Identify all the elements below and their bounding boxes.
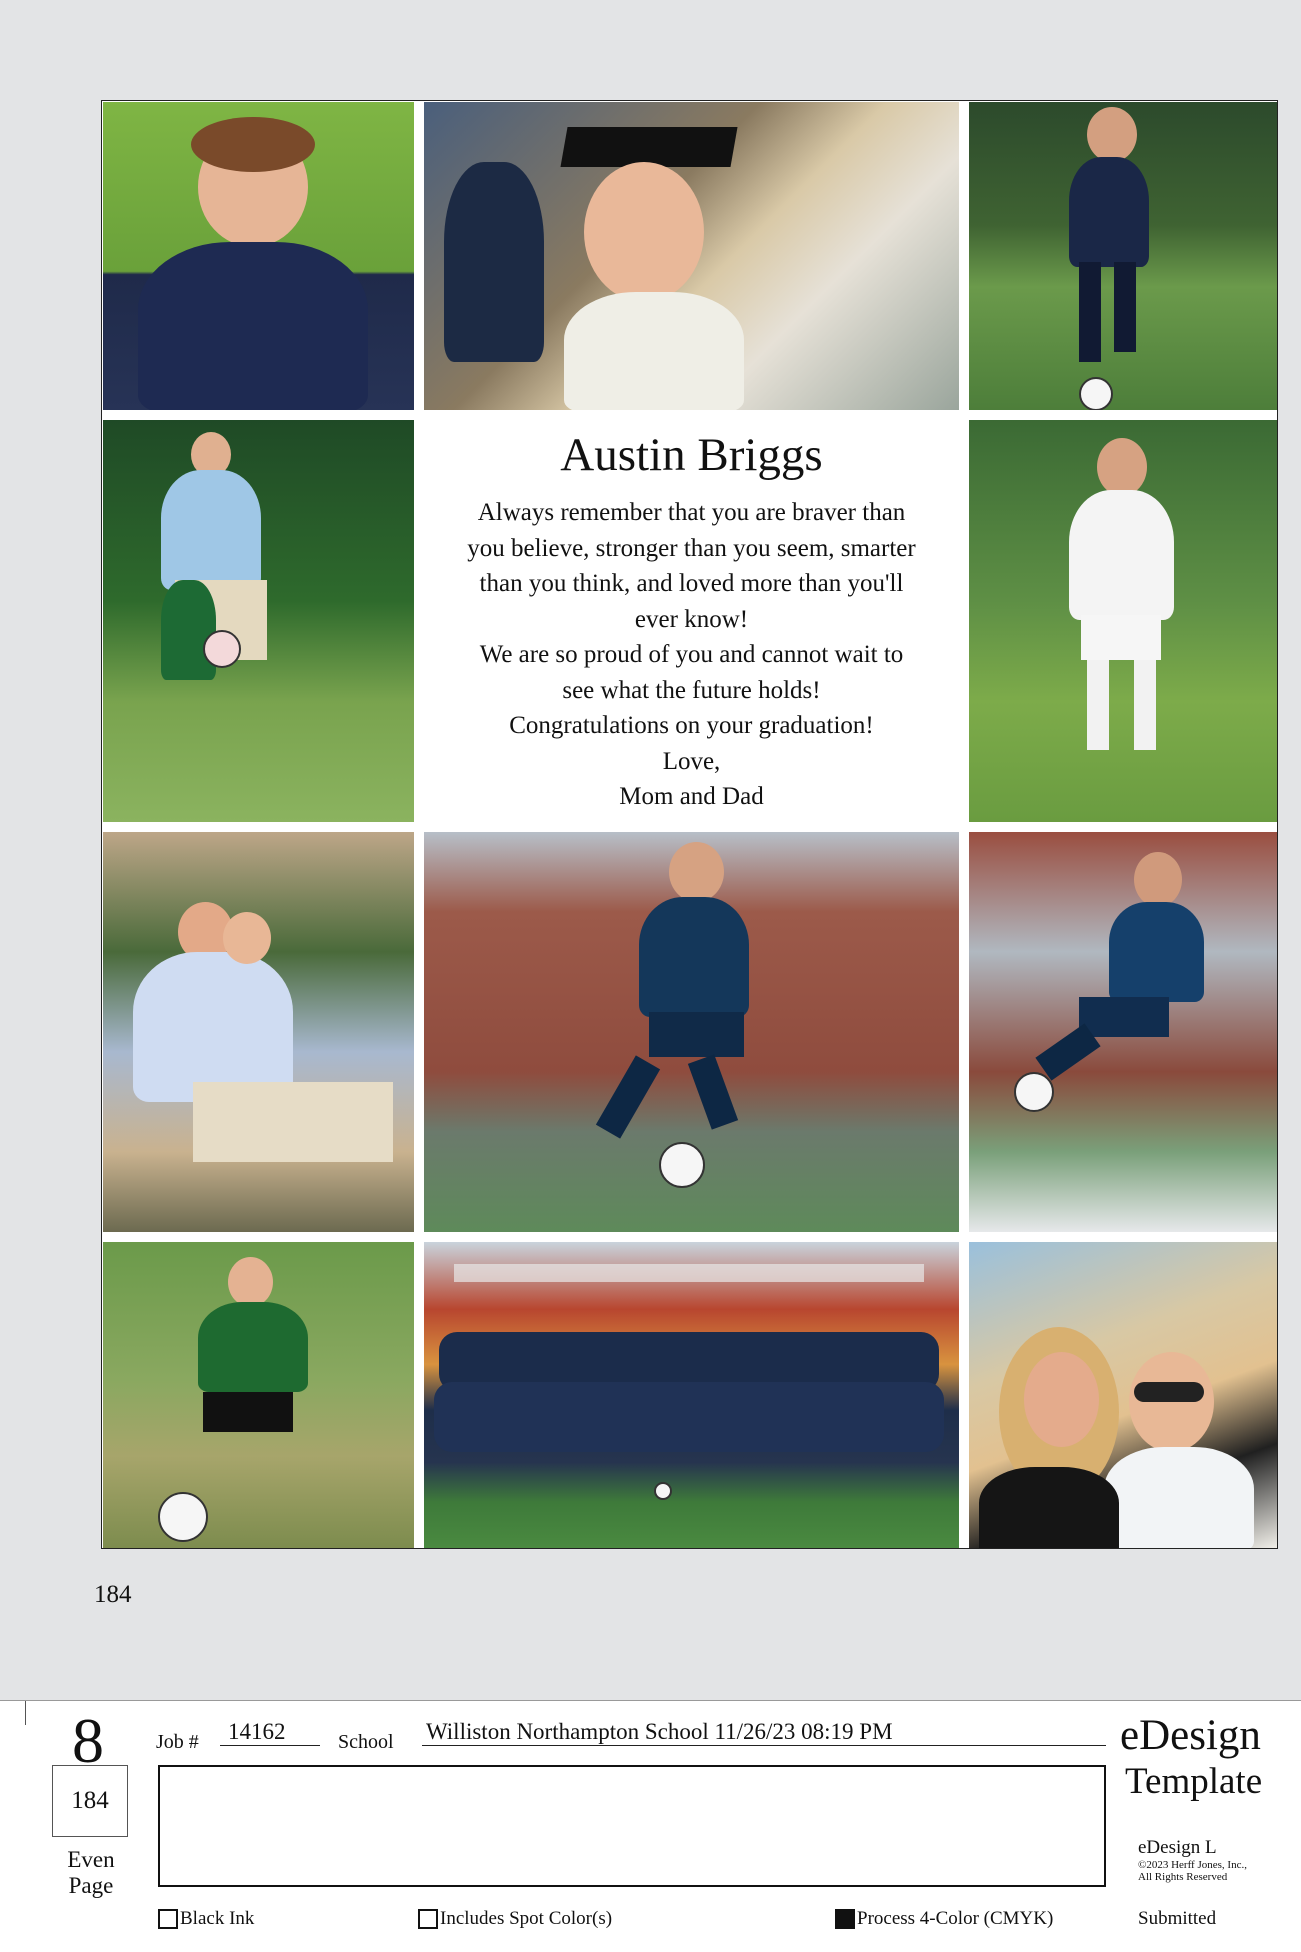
checkbox-checked-icon[interactable] bbox=[835, 1909, 855, 1929]
photo-teen-soccer-player-running bbox=[969, 102, 1277, 410]
photo-collage bbox=[101, 100, 1278, 1549]
photo-teen-dribbling-ball bbox=[424, 832, 959, 1232]
submitted-label: Submitted bbox=[1138, 1908, 1217, 1929]
message-line: you believe, stronger than you seem, smarter bbox=[467, 534, 916, 562]
message-line: ever know! bbox=[634, 605, 749, 633]
message-line: Love, bbox=[662, 747, 721, 775]
message-line: Always remember that you are braver than bbox=[477, 499, 906, 526]
checkbox-icon[interactable] bbox=[158, 1909, 178, 1929]
checkbox-black-ink[interactable] bbox=[158, 1908, 254, 1930]
brand-edesign: eDesign bbox=[1120, 1712, 1261, 1759]
school-name: Williston Northampton School 11/26/23 08:19 PM bbox=[422, 1719, 1106, 1746]
page-number: 184 bbox=[94, 1581, 132, 1608]
photo-boy-with-father bbox=[103, 832, 414, 1232]
checkbox-label: Process 4-Color (CMYK) bbox=[857, 1908, 1054, 1929]
message-line: see what the future holds! bbox=[562, 676, 821, 704]
tribute-message bbox=[424, 420, 959, 822]
checkbox-label: Includes Spot Color(s) bbox=[440, 1908, 613, 1929]
student-name: Austin Briggs bbox=[560, 429, 823, 481]
page-side-label: Even Page bbox=[67, 1847, 115, 1898]
checkbox-icon[interactable] bbox=[418, 1909, 438, 1929]
job-label: Job # bbox=[156, 1731, 199, 1753]
message-signature: Mom and Dad bbox=[619, 783, 764, 810]
photo-young-boy-soccer-jersey bbox=[103, 102, 414, 410]
page-number-box: 184 bbox=[52, 1765, 128, 1837]
print-job-footer bbox=[0, 1700, 1301, 1952]
school-label: School bbox=[338, 1731, 394, 1753]
photo-teen-standing-white-uniform bbox=[969, 420, 1277, 822]
signature-number: 8 bbox=[72, 1705, 104, 1776]
copyright: ©2023 Herff Jones, Inc., All Rights Reserved bbox=[1138, 1859, 1247, 1883]
photo-soccer-team bbox=[424, 1242, 959, 1548]
photo-teen-kicking-ball bbox=[969, 832, 1277, 1232]
brand-template: Template bbox=[1125, 1761, 1263, 1802]
photo-young-boy-green-jersey bbox=[103, 1242, 414, 1548]
notes-box[interactable] bbox=[158, 1765, 1106, 1887]
message-line: We are so proud of you and cannot wait to bbox=[479, 641, 904, 668]
photo-boy-with-coach bbox=[103, 420, 414, 822]
checkbox-spot-color[interactable] bbox=[418, 1908, 612, 1930]
checkbox-label: Black Ink bbox=[180, 1908, 255, 1929]
job-number: 14162 bbox=[220, 1719, 320, 1746]
checkbox-process-4-color[interactable] bbox=[835, 1908, 1053, 1930]
message-line: Congratulations on your graduation! bbox=[509, 712, 874, 739]
message-line: than you think, and loved more than you'll bbox=[479, 570, 904, 597]
edesign-version: eDesign L bbox=[1138, 1837, 1217, 1858]
photo-boy-graduation-cap bbox=[424, 102, 959, 410]
crop-mark bbox=[25, 1701, 26, 1725]
photo-mother-and-son bbox=[969, 1242, 1277, 1548]
